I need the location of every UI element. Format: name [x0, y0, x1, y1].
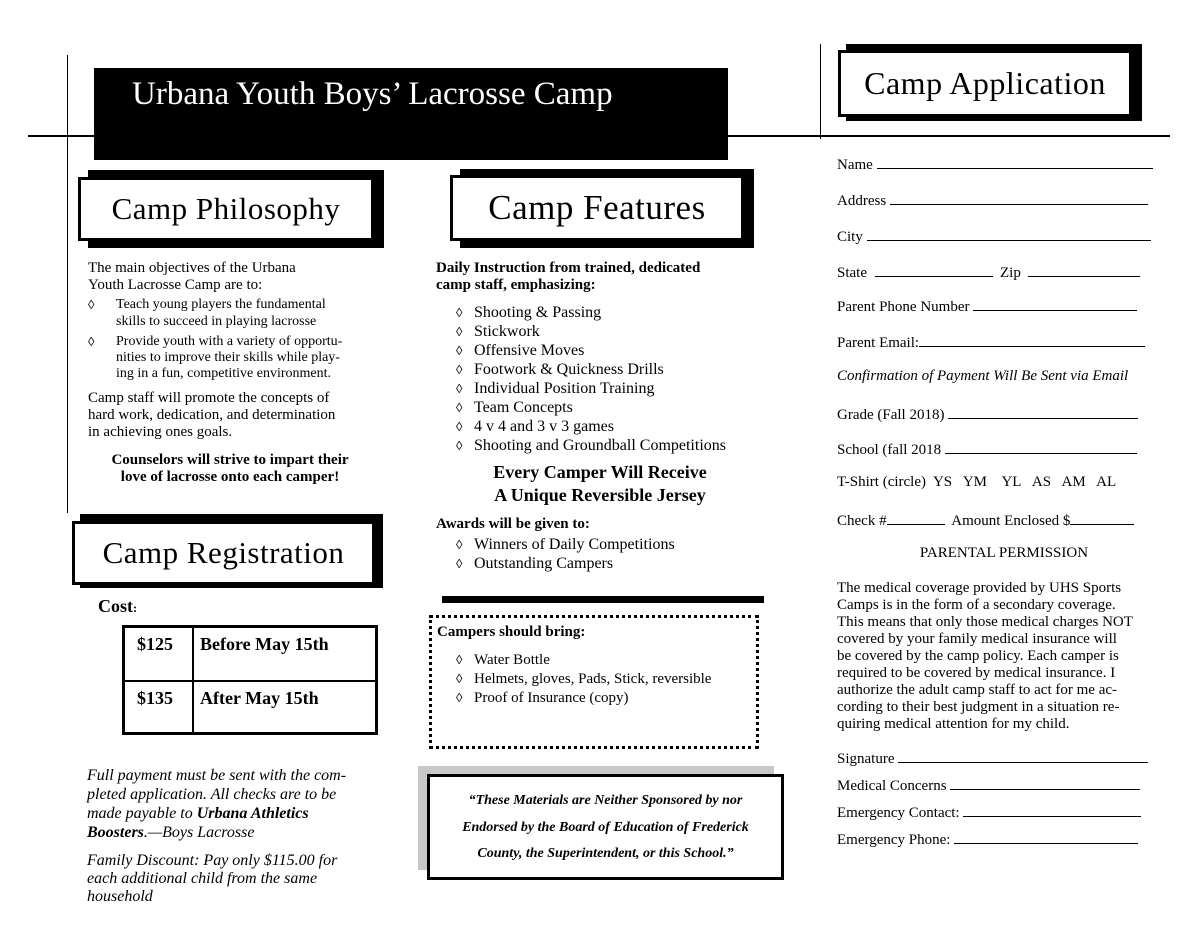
features-intro-2: camp staff, emphasizing: — [436, 277, 596, 293]
name-field[interactable]: Name — [837, 154, 1153, 174]
bring-item: ◊ Helmets, gloves, Pads, Stick, reversible — [456, 671, 712, 687]
features-divider — [442, 596, 764, 603]
medical-concerns-field[interactable]: Medical Concerns — [837, 775, 1140, 795]
counselors-line-1: Counselors will strive to impart their — [111, 452, 349, 468]
permission-title: PARENTAL PERMISSION — [919, 545, 1089, 561]
bring-title: Campers should bring: — [437, 624, 586, 640]
diamond-bullet-icon: ◊ — [88, 334, 95, 349]
application-header: Camp Application — [838, 50, 1132, 117]
cost-table — [122, 625, 378, 735]
diamond-bullet-icon: ◊ — [456, 556, 463, 571]
jersey-line-1: Every Camper Will Receive — [493, 462, 707, 482]
permission-line: cording to their best judgment in a situation re- — [837, 699, 1120, 715]
permission-line: required to be covered by medical insurance. I — [837, 665, 1116, 681]
feature-item: ◊ Offensive Moves — [456, 342, 585, 359]
features-header: Camp Features — [450, 175, 744, 241]
staff-line-2: hard work, dedication, and determination — [88, 407, 336, 423]
diamond-bullet-icon: ◊ — [456, 305, 463, 320]
feature-item: ◊ 4 v 4 and 3 v 3 games — [456, 418, 614, 435]
permission-line: quiring medical attention for my child. — [837, 716, 1070, 732]
features-intro-1: Daily Instruction from trained, dedicated — [436, 260, 701, 276]
award-item: ◊ Winners of Daily Competitions — [456, 536, 675, 553]
diamond-bullet-icon: ◊ — [456, 419, 463, 434]
tshirt-size-ym[interactable]: YM — [962, 474, 988, 490]
counselors-line-2: love of lacrosse onto each camper! — [120, 469, 340, 485]
feature-item: ◊ Stickwork — [456, 323, 540, 340]
notice-line-2: Endorsed by the Board of Education of Frederick — [462, 820, 749, 835]
discount-line-1: Family Discount: Pay only $115.00 for — [87, 852, 338, 869]
signature-field[interactable]: Signature — [837, 748, 1148, 768]
philosophy-bullet-2: ◊ Provide youth with a variety of opportu- nities to improve their skills while play- ing in a fun, competitive environment. — [88, 334, 343, 381]
emergency-phone-field[interactable]: Emergency Phone: — [837, 829, 1138, 849]
notice-line-1: “These Materials are Neither Sponsored by nor — [468, 793, 743, 808]
feature-item: ◊ Shooting and Groundball Competitions — [456, 437, 726, 454]
cost-price-2: $135 — [137, 688, 173, 708]
notice-line-3: County, the Superintendent, or this School.” — [477, 846, 734, 861]
bring-item: ◊ Proof of Insurance (copy) — [456, 690, 629, 706]
philosophy-intro-2: Youth Lacrosse Camp are to: — [88, 277, 263, 293]
tshirt-size-ys[interactable]: YS — [932, 474, 953, 490]
cost-label: Cost: — [98, 596, 137, 616]
diamond-bullet-icon: ◊ — [456, 362, 463, 377]
page-title: Urbana Youth Boys’ Lacrosse Camp — [132, 76, 613, 112]
emergency-contact-field[interactable]: Emergency Contact: — [837, 802, 1141, 822]
diamond-bullet-icon: ◊ — [456, 537, 463, 552]
right-column-rule — [820, 44, 821, 139]
payment-line-1: Full payment must be sent with the com- — [87, 767, 347, 784]
permission-line: covered by your family medical insurance will — [837, 631, 1117, 647]
tshirt-size-al[interactable]: AL — [1096, 474, 1117, 490]
tshirt-size-as[interactable]: AS — [1031, 474, 1052, 490]
payment-line-3: made payable to Urbana Athletics — [87, 805, 309, 822]
diamond-bullet-icon: ◊ — [456, 671, 463, 686]
payment-line-4: Boosters.—Boys Lacrosse — [87, 824, 255, 841]
permission-line: Camps is in the form of a secondary coverage. — [837, 597, 1116, 613]
address-field[interactable]: Address — [837, 190, 1148, 210]
feature-item: ◊ Team Concepts — [456, 399, 573, 416]
philosophy-bullet-1: ◊ Teach young players the fundamental skills to succeed in playing lacrosse — [88, 297, 326, 329]
diamond-bullet-icon: ◊ — [88, 297, 95, 312]
feature-item: ◊ Shooting & Passing — [456, 304, 602, 321]
diamond-bullet-icon: ◊ — [456, 381, 463, 396]
cost-when-1: Before May 15th — [200, 634, 329, 654]
bring-item: ◊ Water Bottle — [456, 652, 550, 668]
philosophy-intro-1: The main objectives of the Urbana — [88, 260, 296, 276]
award-item: ◊ Outstanding Campers — [456, 555, 614, 572]
diamond-bullet-icon: ◊ — [456, 343, 463, 358]
awards-intro: Awards will be given to: — [436, 516, 590, 532]
cost-price-1: $125 — [137, 634, 173, 654]
school-field[interactable]: School (fall 2018 — [837, 439, 1137, 459]
left-vertical-rule — [67, 55, 68, 513]
state-zip-field[interactable]: State Zip — [837, 262, 1140, 282]
diamond-bullet-icon: ◊ — [456, 690, 463, 705]
permission-line: The medical coverage provided by UHS Sports — [837, 580, 1122, 596]
jersey-line-2: A Unique Reversible Jersey — [494, 485, 706, 505]
cost-table-divider — [125, 680, 375, 682]
philosophy-header: Camp Philosophy — [78, 177, 374, 241]
parent-email-field[interactable]: Parent Email: — [837, 332, 1145, 352]
parent-phone-field[interactable]: Parent Phone Number — [837, 296, 1137, 316]
diamond-bullet-icon: ◊ — [456, 400, 463, 415]
permission-line: be covered by the camp policy. Each camper is — [837, 648, 1119, 664]
payment-line-2: pleted application. All checks are to be — [87, 786, 337, 803]
cost-when-2: After May 15th — [200, 688, 319, 708]
staff-line-3: in achieving ones goals. — [88, 424, 233, 440]
confirmation-note: Confirmation of Payment Will Be Sent via Email — [837, 368, 1129, 384]
discount-line-3: household — [87, 888, 153, 905]
discount-line-2: each additional child from the same — [87, 870, 318, 887]
permission-line: authorize the adult camp staff to act for me ac- — [837, 682, 1118, 698]
feature-item: ◊ Individual Position Training — [456, 380, 655, 397]
tshirt-size-yl[interactable]: YL — [1001, 474, 1022, 490]
permission-line: This means that only those medical charges NOT — [837, 614, 1133, 630]
grade-field[interactable]: Grade (Fall 2018) — [837, 404, 1138, 424]
diamond-bullet-icon: ◊ — [456, 438, 463, 453]
city-field[interactable]: City — [837, 226, 1151, 246]
check-amount-field[interactable]: Check # Amount Enclosed $ — [837, 510, 1134, 530]
diamond-bullet-icon: ◊ — [456, 324, 463, 339]
feature-item: ◊ Footwork & Quickness Drills — [456, 361, 664, 378]
registration-header: Camp Registration — [72, 521, 375, 585]
diamond-bullet-icon: ◊ — [456, 652, 463, 667]
tshirt-size-am[interactable]: AM — [1061, 474, 1086, 490]
tshirt-field[interactable]: T-Shirt (circle) YS YM YL AS AM AL — [837, 474, 1117, 490]
staff-line-1: Camp staff will promote the concepts of — [88, 390, 330, 406]
